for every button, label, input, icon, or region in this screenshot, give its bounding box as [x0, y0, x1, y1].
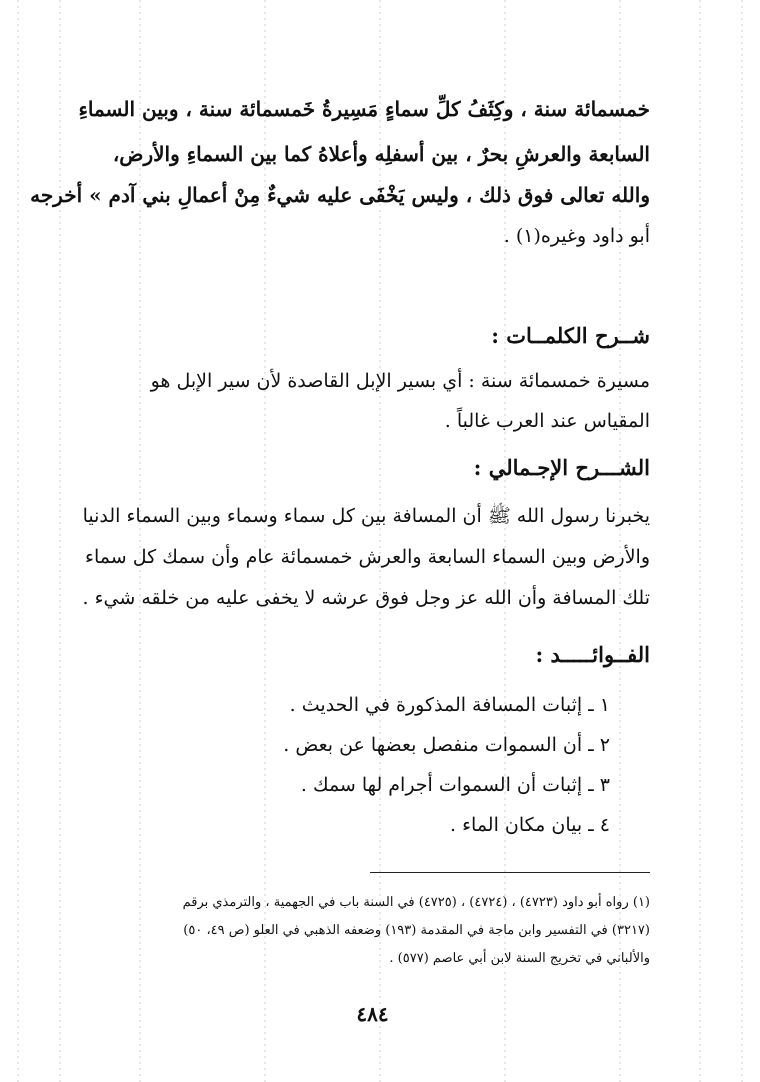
footnote-line: (١) رواه أبو داود (٤٧٢٣) ، (٤٧٢٤) ، (٤٧٢٥) في السنة باب في الجهمية ، والترمذي برقم	[182, 895, 650, 910]
benefit-item: ٤ ـ بيان مكان الماء .	[450, 814, 610, 836]
general-line: والأرض وبين السماء السابعة والعرش خمسمائة عام وأن سمك كل سماء	[85, 546, 650, 568]
benefits-heading: الفــوائـــــد :	[535, 642, 650, 667]
hadith-line: خمسمائة سنة ، وكِثَفُ كلِّ سماءٍ مَسِيرةُ خَمسمائة سنة ، وبين السماءِ	[78, 97, 650, 121]
general-line: يخبرنا رسول الله ﷺ أن المسافة بين كل سماء وسماء وبين السماء الدنيا	[82, 505, 650, 527]
hadith-line: السابعة والعرشِ بحرٌ ، بين أسفلِه وأعلاهُ كما بين السماءِ والأرض،	[112, 142, 650, 166]
page-number: ٤٨٤	[356, 1002, 389, 1026]
footnote-line: والألباني في تخريج السنة لابن أبي عاصم (٥٧٧) .	[389, 951, 650, 966]
benefit-item: ٣ ـ إثبات أن السموات أجرام لها سمك .	[300, 774, 610, 796]
footnote-line: (٣٢١٧) في التفسير وابن ماجة في المقدمة (١٩٣) وضعفه الذهبي في العلو (ص ٤٩، ٥٠)	[183, 923, 650, 938]
vocab-line: المقياس عند العرب غالباً .	[444, 410, 650, 432]
benefit-item: ٢ ـ أن السموات منفصل بعضها عن بعض .	[283, 734, 610, 756]
benefit-item: ١ ـ إثبات المسافة المذكورة في الحديث .	[289, 694, 610, 716]
general-heading: الشـــرح الإجـمالي :	[473, 455, 650, 480]
footnote-separator	[370, 872, 650, 873]
hadith-line: والله تعالى فوق ذلك ، وليس يَخْفَى عليه شيءٌ مِنْ أعمالِ بني آدم » أخرجه	[30, 183, 650, 207]
vocab-line: مسيرة خمسمائة سنة : أي بسير الإبل القاصدة لأن سير الإبل هو	[150, 370, 650, 392]
vocab-heading: شــرح الكلمــات :	[491, 323, 650, 348]
general-line: تلك المسافة وأن الله عز وجل فوق عرشه لا يخفى عليه من خلقه شيء .	[82, 587, 650, 609]
hadith-line: أبو داود وغيره(١) .	[503, 225, 650, 247]
